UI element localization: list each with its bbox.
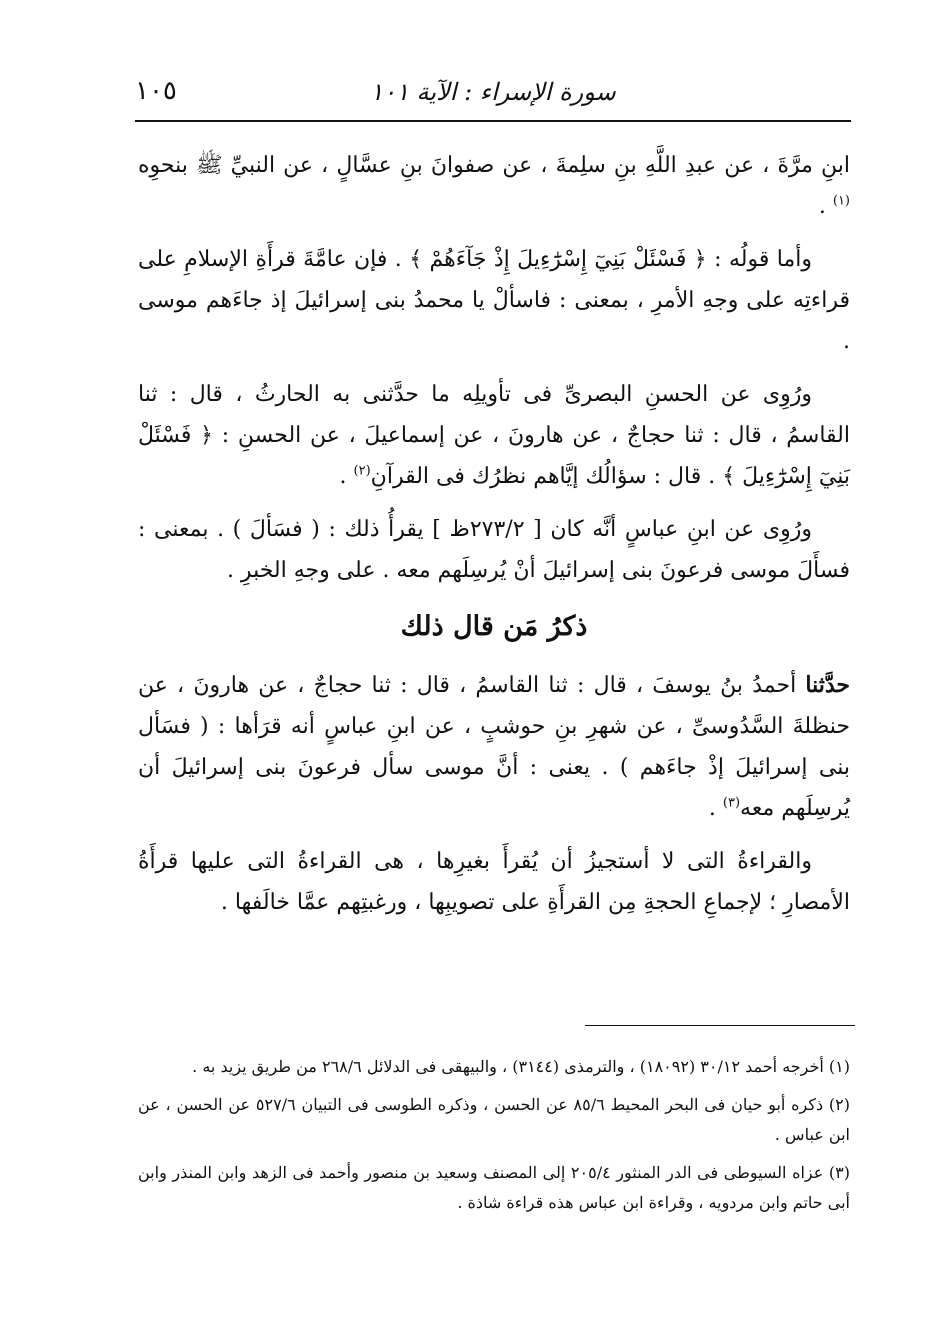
footnote-marker-2: (٢) [353, 463, 371, 479]
paragraph-text: والقراءةُ التى لا أستجيزُ أن يُقرأَ بغيرِها ، هى القراءةُ التى عليها قرأَةُ الأمصارِ ؛ لإجماعِ الحجةِ مِن القرأَةِ على تصويبِها ، ورغبتِهم عمَّا خالَفها . [138, 849, 850, 915]
paragraph-6 [138, 841, 850, 923]
footnote-marker-1: (١) [832, 193, 850, 209]
running-title: سورة الإسراء : الآية ١٠١ [370, 78, 616, 106]
paragraph-1 [138, 145, 850, 227]
paragraph-text: أحمدُ بنُ يوسفَ ، قال : ثنا القاسمُ ، قال : ثنا حجاجٌ ، عن هارونَ ، عن حنظلةَ السَّدُوسىِّ ، عن شهرِ بنِ حوشبٍ ، عن ابنِ عباسٍ أنه قرَأها : ( فسَأل بنى إسرائيلَ إذْ جاءَهم ) . يعنى : أنَّ موسى سأل فرعونَ بنى إسرائيلَ أن يُرسِلَهم معه [138, 673, 850, 821]
paragraph-text: وأما قولُه : ﴿ فَسْئَلْ بَنِيٓ إِسْرَٰٓءِيلَ إِذْ جَآءَهُمْ ﴾ . فإن عامَّةَ قرأَةِ الإسلامِ على قراءتِه على وجهِ الأمرِ ، بمعنى : فاسألْ يا محمدُ بنى إسرائيلَ إذ جاءَهم موسى . [138, 247, 850, 354]
footnote-3: (٣) عزاه السيوطى فى الدر المنثور ٢٠٥/٤ إلى المصنف وسعيد بن منصور وأحمد فى الزهد وابن المنذر وابن أبى حاتم وابن مردويه ، وقراءة ابن عباس هذه قراءة شاذة . [138, 1163, 850, 1212]
paragraph-text: ورُوِى عن الحسنِ البصرىِّ فى تأويلِه ما حدَّثنى به الحارثُ ، قال : ثنا القاسمُ ، قال : ثنا حجاجٌ ، عن هارونَ ، عن إسماعيلَ ، عن الحسنِ : ﴿ فَسْئَلْ بَنِيٓ إِسْرَٰٓءِيلَ ﴾ . قال : سؤالُك إيَّاهم نظرُك فى القرآنِ [138, 382, 850, 489]
paragraph-tail: . [708, 796, 723, 821]
paragraph-text: ورُوِى عن ابنِ عباسٍ أنَّه كان [ ٢٧٣/٢ظ ] يقرأُ ذلك : ( فسَألَ ) . بمعنى : فسأَلَ موسى فرعونَ بنى إسرائيلَ أنْ يُرسِلَهم معه . على وجهِ الخبرِ . [138, 517, 850, 583]
page-header [135, 62, 851, 122]
footnote-1: (١) أخرجه أحمد ٣٠/١٢ (١٨٠٩٢) ، والترمذى (٣١٤٤) ، والبيهقى فى الدلائل ٢٦٨/٦ من طريق يزيد به . [192, 1057, 850, 1076]
page-number: ١٠٥ [135, 76, 177, 106]
main-text [138, 145, 850, 935]
footnote-2: (٢) ذكره أبو حيان فى البحر المحيط ٨٥/٦ عن الحسن ، وذكره الطوسى فى التبيان ٥٢٧/٦ عن الحسن ، عن ابن عباس . [138, 1095, 850, 1144]
section-heading: ذكرُ مَن قال ذلك [400, 611, 588, 642]
paragraph-4 [138, 509, 850, 591]
footnote-divider [585, 1025, 855, 1026]
footnote-marker-3: (٣) [722, 795, 741, 811]
paragraph-text: ابنِ مرَّةَ ، عن عبدِ اللَّهِ بنِ سلِمةَ ، عن صفوانَ بنِ عسَّالٍ ، عن النبيِّ ﷺ بنحوِه [138, 153, 850, 178]
paragraph-tail: . [818, 194, 833, 219]
footnotes [138, 1052, 850, 1226]
paragraph-2 [138, 239, 850, 362]
narration-lead: حدَّثنا [805, 672, 850, 698]
paragraph-5 [138, 665, 850, 829]
paragraph-3 [138, 374, 850, 497]
paragraph-tail: . [339, 464, 354, 489]
